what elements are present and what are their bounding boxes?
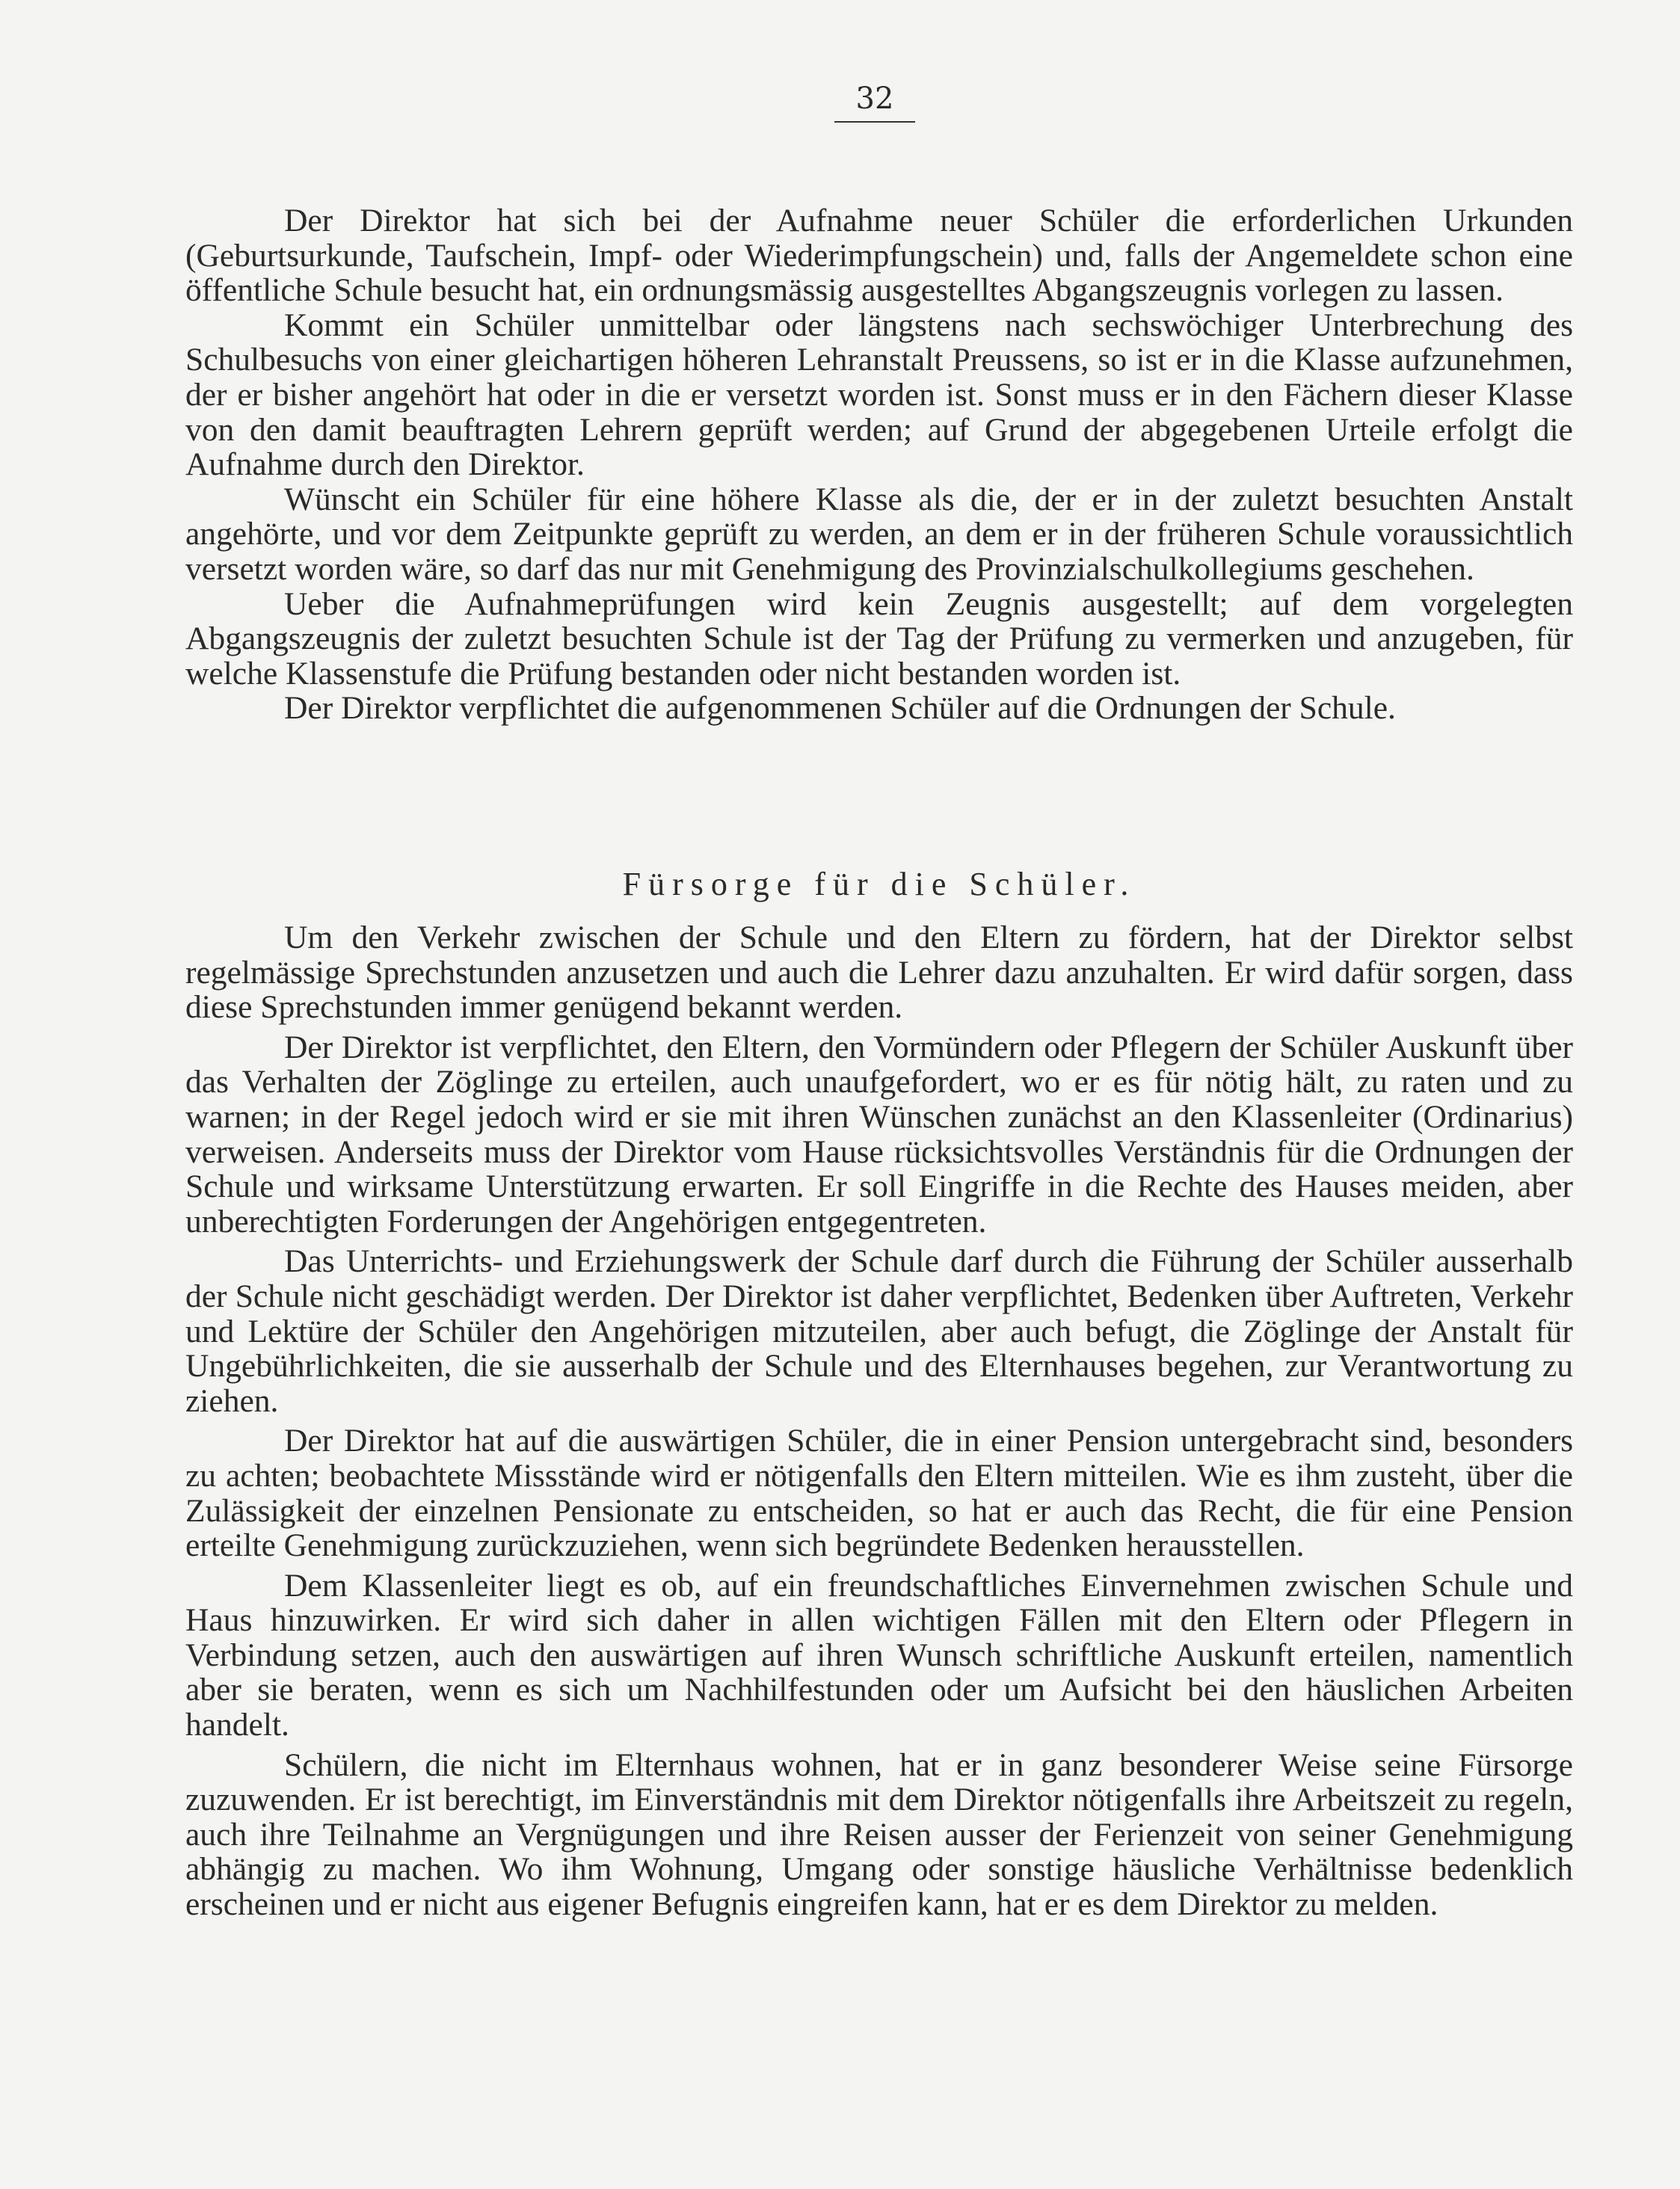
- paragraph: Der Direktor ist verpflichtet, den Eltern, den Vormündern oder Pflegern der Schüler Auskunft über das Verhalten der Zöglinge zu erteilen, auch unaufgefordert, wo er es für nötig hält, zu raten und zu warnen; in der Regel jedoch wird er sie mit ihren Wünschen zunächst an den Klassenleiter (Ordinarius) verweisen. Anderseits muss der Direktor vom Hause rücksichtsvolles Verständnis für die Ordnungen der Schule und wirksame Unterstützung erwarten. Er soll Eingriffe in die Rechte des Hauses meiden, aber unberechtigten Forderungen der Angehörigen entgegentreten.: [185, 1029, 1573, 1240]
- paragraph: Das Unterrichts- und Erziehungswerk der Schule darf durch die Führung der Schüler ausserhalb der Schule nicht geschädigt werden. Der Direktor ist daher verpflichtet, Bedenken über Auftreten, Verkehr und Lektüre der Schüler den Angehörigen mitzuteilen, aber auch befugt, die Zöglinge der Anstalt für Ungebührlichkeiten, die sie ausserhalb der Schule und des Elternhauses begehen, zur Verantwortung zu ziehen.: [185, 1243, 1573, 1419]
- paragraph: Der Direktor hat sich bei der Aufnahme neuer Schüler die erforderlichen Urkunden (Geburtsurkunde, Taufschein, Impf- oder Wiederimpfungschein) und, falls der Angemeldete schon eine öffentliche Schule besucht hat, ein ordnungsmässig ausgestelltes Abgangszeugnis vorlegen zu lassen.: [185, 203, 1573, 309]
- section-heading: Fürsorge für die Schüler.: [622, 866, 1136, 902]
- section-student-care: [185, 920, 1573, 1922]
- paragraph: Schülern, die nicht im Elternhaus wohnen, hat er in ganz besonderer Weise seine Fürsorge zuzuwenden. Er ist berechtigt, im Einverständnis mit dem Direktor nötigenfalls ihre Arbeitszeit zu regeln, auch ihre Teilnahme an Vergnügungen und ihre Reisen ausser der Ferienzeit von seiner Genehmigung abhängig zu machen. Wo ihm Wohnung, Umgang oder sonstige häusliche Verhältnisse bedenklich erscheinen und er nicht aus eigener Befugnis eingreifen kann, hat er es dem Direktor zu melden.: [185, 1746, 1573, 1923]
- paragraph: Kommt ein Schüler unmittelbar oder längstens nach sechswöchiger Unterbrechung des Schulbesuchs von einer gleichartigen höheren Lehranstalt Preussens, so ist er in die Klasse aufzunehmen, der er bisher angehört hat oder in die er versetzt worden ist. Sonst muss er in den Fächern dieser Klasse von den damit beauftragten Lehrern geprüft werden; auf Grund der abgegebenen Urteile erfolgt die Aufnahme durch den Direktor.: [185, 307, 1573, 483]
- paragraph: Wünscht ein Schüler für eine höhere Klasse als die, der er in der zuletzt besuchten Anstalt angehörte, und vor dem Zeitpunkte geprüft zu werden, an dem er in der früheren Schule voraussichtlich versetzt worden wäre, so darf das nur mit Genehmigung des Provinzialschulkollegiums geschehen.: [185, 481, 1573, 587]
- page-number: 32: [834, 81, 915, 123]
- paragraph: Dem Klassenleiter liegt es ob, auf ein freundschaftliches Einvernehmen zwischen Schule und Haus hinzuwirken. Er wird sich daher in allen wichtigen Fällen mit den Eltern oder Pflegern in Verbindung setzen, auch den auswärtigen auf ihren Wunsch schriftliche Auskunft erteilen, namentlich aber sie beraten, wenn es sich um Nachhilfestunden oder um Aufsicht bei den häuslichen Arbeiten handelt.: [185, 1567, 1573, 1743]
- section-admission: [185, 203, 1573, 726]
- paragraph: Der Direktor hat auf die auswärtigen Schüler, die in einer Pension untergebracht sind, besonders zu achten; beobachtete Missstände wird er nötigenfalls den Eltern mitteilen. Wie es ihm zusteht, über die Zulässigkeit der einzelnen Pensionate zu entscheiden, so hat er auch das Recht, die für eine Pension erteilte Genehmigung zurückzuziehen, wenn sich begründete Bedenken herausstellen.: [185, 1423, 1573, 1564]
- paragraph: Ueber die Aufnahmeprüfungen wird kein Zeugnis ausgestellt; auf dem vorgelegten Abgangszeugnis der zuletzt besuchten Schule ist der Tag der Prüfung zu vermerken und anzugeben, für welche Klassenstufe die Prüfung bestanden oder nicht bestanden worden ist.: [185, 585, 1573, 692]
- paragraph: Der Direktor verpflichtet die aufgenommenen Schüler auf die Ordnungen der Schule.: [284, 690, 1396, 727]
- paragraph: Um den Verkehr zwischen der Schule und den Eltern zu fördern, hat der Direktor selbst regelmässige Sprechstunden anzusetzen und auch die Lehrer dazu anzuhalten. Er wird dafür sorgen, dass diese Sprechstunden immer genügend bekannt werden.: [185, 920, 1573, 1026]
